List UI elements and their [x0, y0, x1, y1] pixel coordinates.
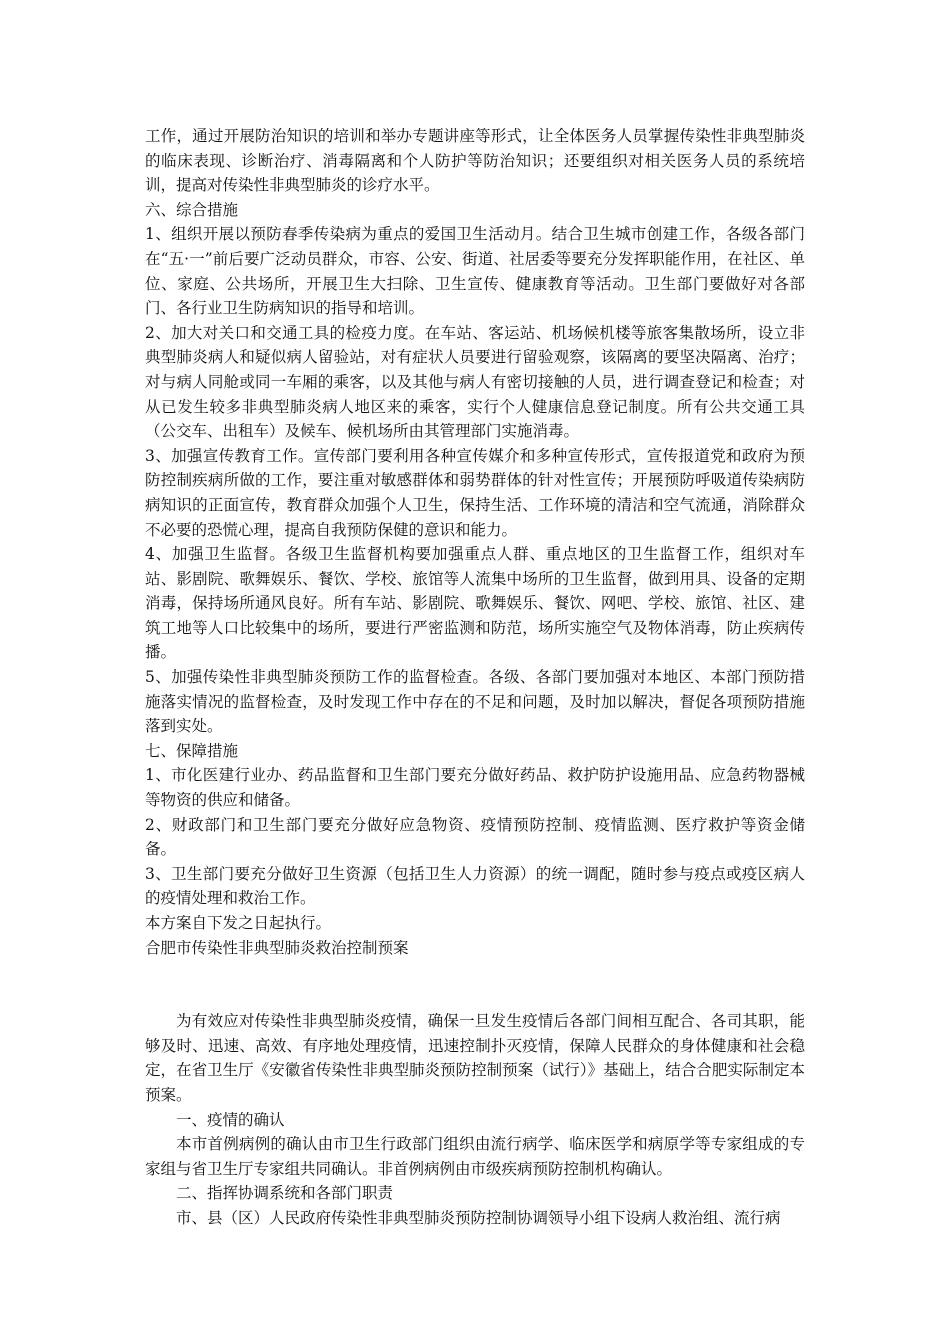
paragraph-leadership-group: 市、县（区）人民政府传染性非典型肺炎预防控制协调领导小组下设病人救治组、流行病: [176, 1208, 781, 1227]
plan-title: 合肥市传染性非典型肺炎救治控制预案: [145, 938, 409, 957]
measure-4-health-supervision: 4、加强卫生监督。各级卫生监督机构要加强重点人群、重点地区的卫生监督工作，组织对车站、影剧院、歌舞娱乐、餐饮、学校、旅馆等人流集中场所的卫生监督，做到用具、设备的定期消毒，保持场所通风良好。所有车站、影剧院、歌舞娱乐、餐饮、网吧、学校、旅馆、社区、建筑工地等人口比较集中的场所，要进行严密监测和防范，场所实施空气及物体消毒，防止疾病传播。: [145, 545, 805, 662]
heading-guarantee-measures: 七、保障措施: [145, 741, 239, 760]
plan-intro-paragraph: 为有效应对传染性非典型肺炎疫情，确保一旦发生疫情后各部门间相互配合、各司其职，能够及时、迅速、高效、有序地处理疫情，迅速控制扑灭疫情，保障人民群众的身体健康和社会稳定，在省卫生厅《安徽省传染性非典型肺炎预防控制预案（试行）》基础上，结合合肥实际制定本预案。: [145, 1012, 805, 1104]
measure-2-quarantine: 2、加大对关口和交通工具的检疫力度。在车站、客运站、机场候机楼等旅客集散场所，设立非典型肺炎病人和疑似病人留验站，对有症状人员要进行留验观察，该隔离的要坚决隔离、治疗；对与病人同舱或同一车厢的乘客，以及其他与病人有密切接触的人员，进行调查登记和检查；对从已发生较多非典型肺炎病人地区来的乘客，实行个人健康信息登记制度。所有公共交通工具（公交车、出租车）及候车、候机场所由其管理部门实施消毒。: [145, 323, 805, 441]
closing-statement: 本方案自下发之日起执行。: [145, 914, 332, 932]
heading-command-coordination: 二、指挥协调系统和各部门职责: [176, 1184, 394, 1203]
paragraph-case-confirmation: 本市首例病例的确认由市卫生行政部门组织由流行病学、临床医学和病原学等专家组成的专家组与省卫生厅专家组共同确认。非首例病例由市级疾病预防控制机构确认。: [145, 1135, 805, 1178]
guarantee-1-supplies: 1、市化医建行业办、药品监督和卫生部门要充分做好药品、救护防护设施用品、应急药物器械等物资的供应和储备。: [145, 766, 805, 810]
measure-5-inspection: 5、加强传染性非典型肺炎预防工作的监督检查。各级、各部门要加强对本地区、本部门预防措施落实情况的监督检查，及时发现工作中存在的不足和问题，及时加以解决，督促各项预防措施落到实处。: [145, 668, 805, 736]
heading-comprehensive-measures: 六、综合措施: [145, 200, 239, 219]
measure-1-patriotic-health-month: 1、组织开展以预防春季传染病为重点的爱国卫生活动月。结合卫生城市创建工作，各级各部门在“五·一”前后要广泛动员群众，市容、公安、街道、社居委等要充分发挥职能作用，在社区、单位、家庭、公共场所，开展卫生大扫除、卫生宣传、健康教育等活动。卫生部门要做好对各部门、各行业卫生防病知识的指导和培训。: [145, 225, 805, 318]
document-page: [145, 124, 805, 1231]
blank-gap: [145, 960, 805, 1009]
guarantee-3-resources: 3、卫生部门要充分做好卫生资源（包括卫生人力资源）的统一调配，随时参与疫点或疫区病人的疫情处理和救治工作。: [145, 864, 805, 908]
paragraph-training-continuation: 工作，通过开展防治知识的培训和举办专题讲座等形式，让全体医务人员掌握传染性非典型肺炎的临床表现、诊断治疗、消毒隔离和个人防护等防治知识；还要组织对相关医务人员的系统培训，提高对传染性非典型肺炎的诊疗水平。: [145, 127, 805, 195]
guarantee-2-finance: 2、财政部门和卫生部门要充分做好应急物资、疫情预防控制、疫情监测、医疗救护等资金储备。: [145, 815, 805, 859]
measure-3-publicity: 3、加强宣传教育工作。宣传部门要利用各种宣传媒介和多种宣传形式，宣传报道党和政府为预防控制疾病所做的工作，要注重对敏感群体和弱势群体的针对性宣传；开展预防呼吸道传染病防病知识的正面宣传，教育群众加强个人卫生，保持生活、工作环境的清洁和空气流通，消除群众不必要的恐慌心理，提高自我预防保健的意识和能力。: [145, 446, 805, 539]
heading-epidemic-confirmation: 一、疫情的确认: [176, 1110, 285, 1129]
